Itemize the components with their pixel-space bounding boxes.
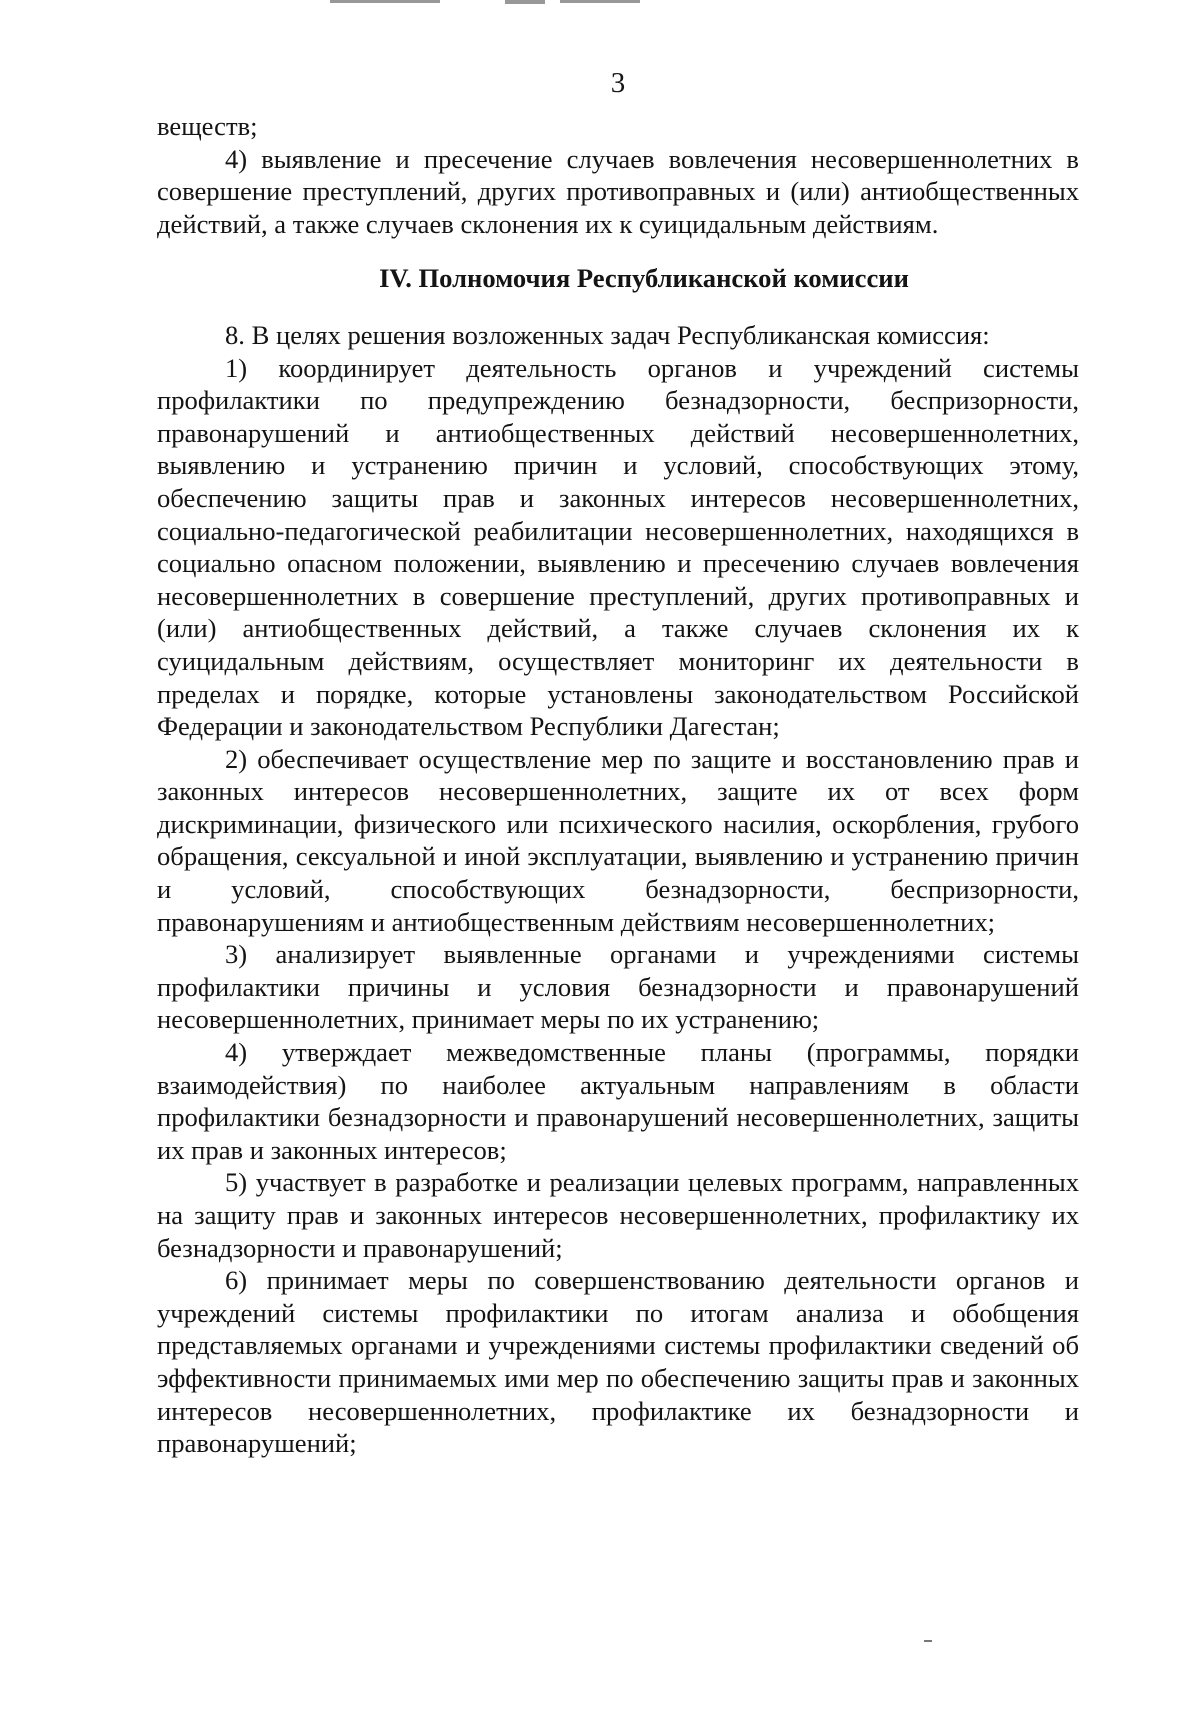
paragraph: 8. В целях решения возложенных задач Республиканская комиссия:	[225, 319, 990, 350]
paragraph: 2) обеспечивает осуществление мер по защите и восстановлению прав и законных интересов несовершеннолетних, защите их от всех форм дискриминации, физического или психического насилия, оскорбления, грубого обращения, сексуальной и иной эксплуатации, выявлению и устранению причин и условий, способствующих безнадзорности, беспризорности, правонарушениям и антиобщественным действиям несовершеннолетних;	[157, 743, 1079, 937]
scan-edge-mark	[505, 0, 545, 4]
page-number: 3	[610, 67, 626, 99]
paragraph: 4) утверждает межведомственные планы (программы, порядки взаимодействия) по наиболее актуальным направлениям в области профилактики безнадзорности и правонарушений несовершеннолетних, защиты их прав и законных интересов;	[157, 1037, 1079, 1165]
paragraph: 3) анализирует выявленные органами и учреждениями системы профилактики причины и условия безнадзорности и правонарушений несовершеннолетних, принимает меры по их устранению;	[157, 939, 1079, 1035]
paragraph: 1) координирует деятельность органов и учреждений системы профилактики по предупреждению безнадзорности, беспризорности, правонарушений и антиобщественных действий несовершеннолетних, выявлению и устранению причин и условий, способствующих этому, обеспечению защиты прав и законных интересов несовершеннолетних, социально-педагогической реабилитации несовершеннолетних, находящихся в социально опасном положении, выявлению и пресечению случаев вовлечения несовершеннолетних в совершение преступлений, других противоправных и (или) антиобщественных действий, а также случаев склонения их к суицидальным действиям, осуществляет мониторинг их деятельности в пределах и порядке, которые установлены законодательством Российской Федерации и законодательством Республики Дагестан;	[157, 352, 1079, 742]
paragraph: 4) выявление и пресечение случаев вовлечения несовершеннолетних в совершение преступлений, других противоправных и (или) антиобщественных действий, а также случаев склонения их к суицидальным действиям.	[157, 143, 1079, 239]
paragraph: веществ;	[157, 111, 258, 141]
document-body	[157, 110, 1079, 1460]
paragraph: 6) принимает меры по совершенствованию деятельности органов и учреждений системы профилактики по итогам анализа и обобщения представляемых органами и учреждениями системы профилактики сведений об эффективности принимаемых ими мер по обеспечению защиты прав и законных интересов несовершеннолетних, профилактике их безнадзорности и правонарушений;	[157, 1265, 1079, 1459]
scan-speck	[924, 1640, 932, 1642]
section-heading: IV. Полномочия Республиканской комиссии	[379, 263, 909, 294]
paragraph: 5) участвует в разработке и реализации целевых программ, направленных на защиту прав и законных интересов несовершеннолетних, профилактику их безнадзорности и правонарушений;	[157, 1167, 1079, 1263]
scan-edge-mark	[330, 0, 440, 3]
scan-edge-mark	[560, 0, 640, 3]
